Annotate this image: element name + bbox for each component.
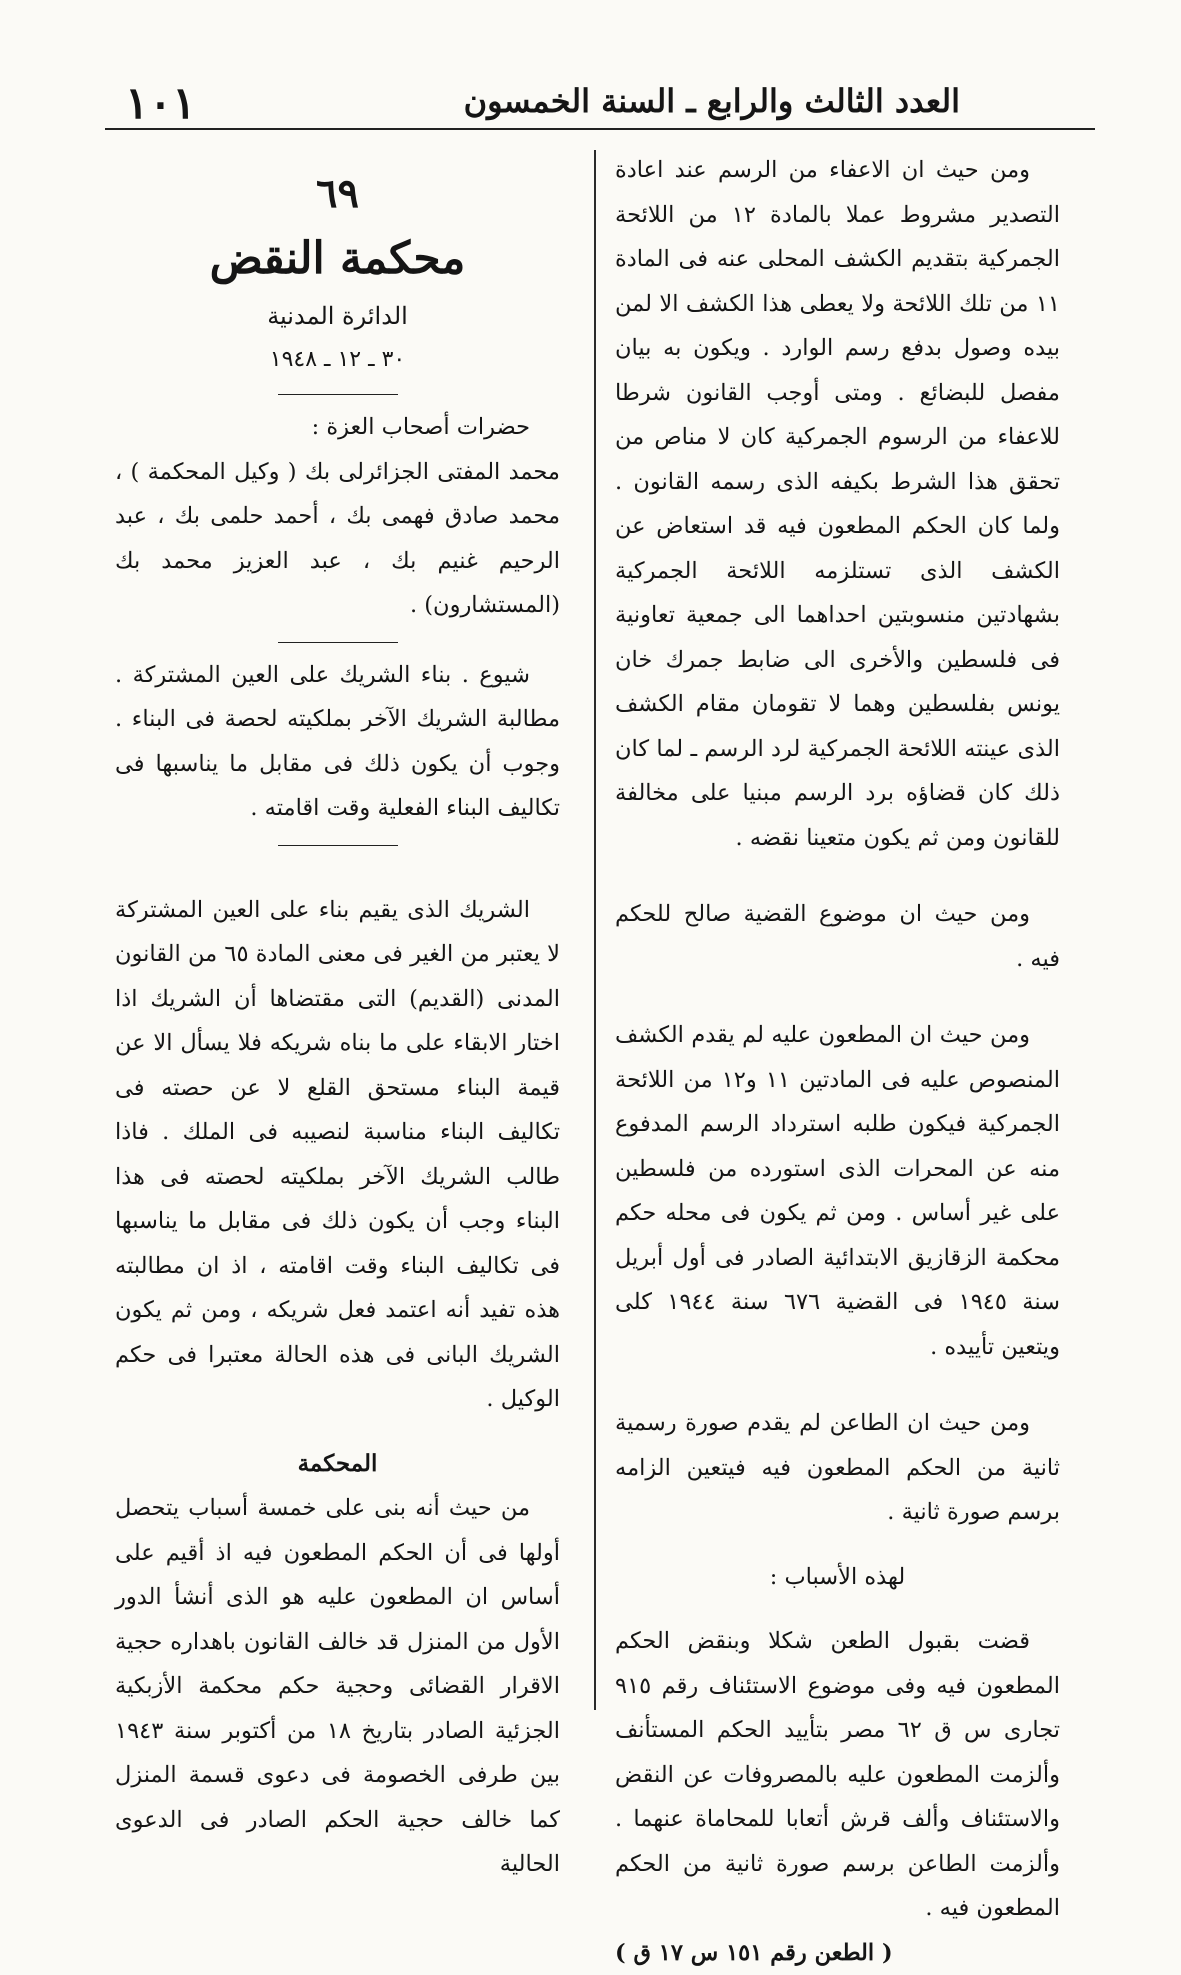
court-name: محكمة النقض xyxy=(115,226,560,292)
legal-principle: الشريك الذى يقيم بناء على العين المشتركة لا يعتبر من الغير فى معنى المادة ٦٥ من القانون المدنى (القديم) التى مقتضاها أن الشريك اذا اختار الابقاء على ما بناه شريكه فلا يسأل الا عن قيمة البناء مستحق القلع لا عن حصته فى تكاليف البناء مناسبة لنصيبه فى الملك . فاذا طالب الشريك الآخر بملكيته لحصته فى هذا البناء وجب أن يكون ذلك فى مقابل ما يناسبها فى تكاليف البناء وقت اقامته ، اذ ان مطالبته هذه تفيد أنه اعتمد فعل شريكه ، ومن ثم يكون الشريك البانى فى هذه الحالة معتبرا فى حكم الوكيل . xyxy=(115,888,560,1422)
divider-rule xyxy=(278,642,398,643)
ruling-date: ٣٠ ـ ١٢ ـ ١٩٤٨ xyxy=(115,340,560,380)
ruling-paragraph: قضت بقبول الطعن شكلا وبنقض الحكم المطعون فيه وفى موضوع الاستئناف رقم ٩١٥ تجارى س ق ٦٢ مصر بتأييد الحكم المستأنف وألزمت المطعون عليه بالمصروفات عن النقض والاستئناف وألف قرش أتعابا للمحاماة عنهما . وألزمت الطاعن برسم صورة ثانية من الحكم المطعون فيه . xyxy=(615,1619,1060,1931)
header-rule xyxy=(105,128,1095,130)
left-column xyxy=(115,148,560,1887)
court-heading: المحكمة xyxy=(115,1442,560,1487)
issue-title: العدد الثالث والرابع ـ السنة الخمسون xyxy=(464,82,960,120)
right-column xyxy=(615,148,1060,1975)
judges-intro: حضرات أصحاب العزة : xyxy=(115,405,560,450)
paragraph: ومن حيث ان الاعفاء من الرسم عند اعادة التصدير مشروط عملا بالمادة ١٢ من اللائحة الجمركية بتقديم الكشف المحلى عنه فى المادة ١١ من تلك اللائحة ولا يعطى هذا الكشف الا لمن بيده وصول بدفع رسم الوارد . ويكون به بيان مفصل للبضائع . ومتى أوجب القانون شرطا للاعفاء من الرسوم الجمركية كان لا مناص من تحقق هذا الشرط بكيفه الذى رسمه القانون . ولما كان الحكم المطعون فيه قد استعاض عن الكشف الذى تستلزمه اللائحة الجمركية بشهادتين منسوبتين احداهما الى جمعية تعاونية فى فلسطين والأخرى الى ضابط جمرك خان يونس بفلسطين وهما لا تقومان مقام الكشف الذى عينته اللائحة الجمركية لرد الرسم ـ لما كان ذلك كان قضاؤه برد الرسم مبنيا على مخالفة للقانون ومن ثم يكون متعينا نقضه . xyxy=(615,148,1060,860)
appeal-reference: ( الطعن رقم ١٥١ س ١٧ ق ) xyxy=(615,1931,1060,1975)
page-header xyxy=(110,70,1080,130)
reasons-heading: لهذه الأسباب : xyxy=(615,1555,1060,1600)
judges-list: محمد المفتى الجزائرلى بك ( وكيل المحكمة ) ، محمد صادق فهمى بك ، أحمد حلمى بك ، عبد الرحيم غنيم بك ، عبد العزيز محمد بك (المستشارون) . xyxy=(115,450,560,628)
paragraph: ومن حيث ان المطعون عليه لم يقدم الكشف المنصوص عليه فى المادتين ١١ و١٢ من اللائحة الجمركية فيكون طلبه استرداد الرسم المدفوع منه عن المحرات الذى استورده من فلسطين على غير أساس . ومن ثم يكون فى محله حكم محكمة الزقازيق الابتدائية الصادر فى أول أبريل سنة ١٩٤٥ فى القضية ٦٧٦ سنة ١٩٤٤ كلى ويتعين تأييده . xyxy=(615,1013,1060,1369)
page-number: ١٠١ xyxy=(125,78,196,129)
keywords: شيوع . بناء الشريك على العين المشتركة . مطالبة الشريك الآخر بملكيته لحصة فى البناء . وجوب أن يكون ذلك فى مقابل ما يناسبها فى تكاليف البناء الفعلية وقت اقامته . xyxy=(115,653,560,831)
circuit-name: الدائرة المدنية xyxy=(115,292,560,340)
divider-rule xyxy=(278,845,398,846)
column-divider xyxy=(594,150,596,1710)
opinion-text: من حيث أنه بنى على خمسة أسباب يتحصل أولها فى أن الحكم المطعون فيه اذ أقيم على أساس ان المطعون عليه هو الذى أنشأ الدور الأول من المنزل قد خالف القانون باهداره حجية الاقرار القضائى وحجية حكم محكمة الأزبكية الجزئية الصادر بتاريخ ١٨ من أكتوبر سنة ١٩٤٣ بين طرفى الخصومة فى دعوى قسمة المنزل كما خالف حجية الحكم الصادر فى الدعوى الحالية xyxy=(115,1486,560,1887)
case-number: ٦٩ xyxy=(115,162,560,226)
divider-rule xyxy=(278,394,398,395)
paragraph: ومن حيث ان الطاعن لم يقدم صورة رسمية ثانية من الحكم المطعون فيه فيتعين الزامه برسم صورة ثانية . xyxy=(615,1401,1060,1535)
paragraph: ومن حيث ان موضوع القضية صالح للحكم فيه . xyxy=(615,892,1060,981)
